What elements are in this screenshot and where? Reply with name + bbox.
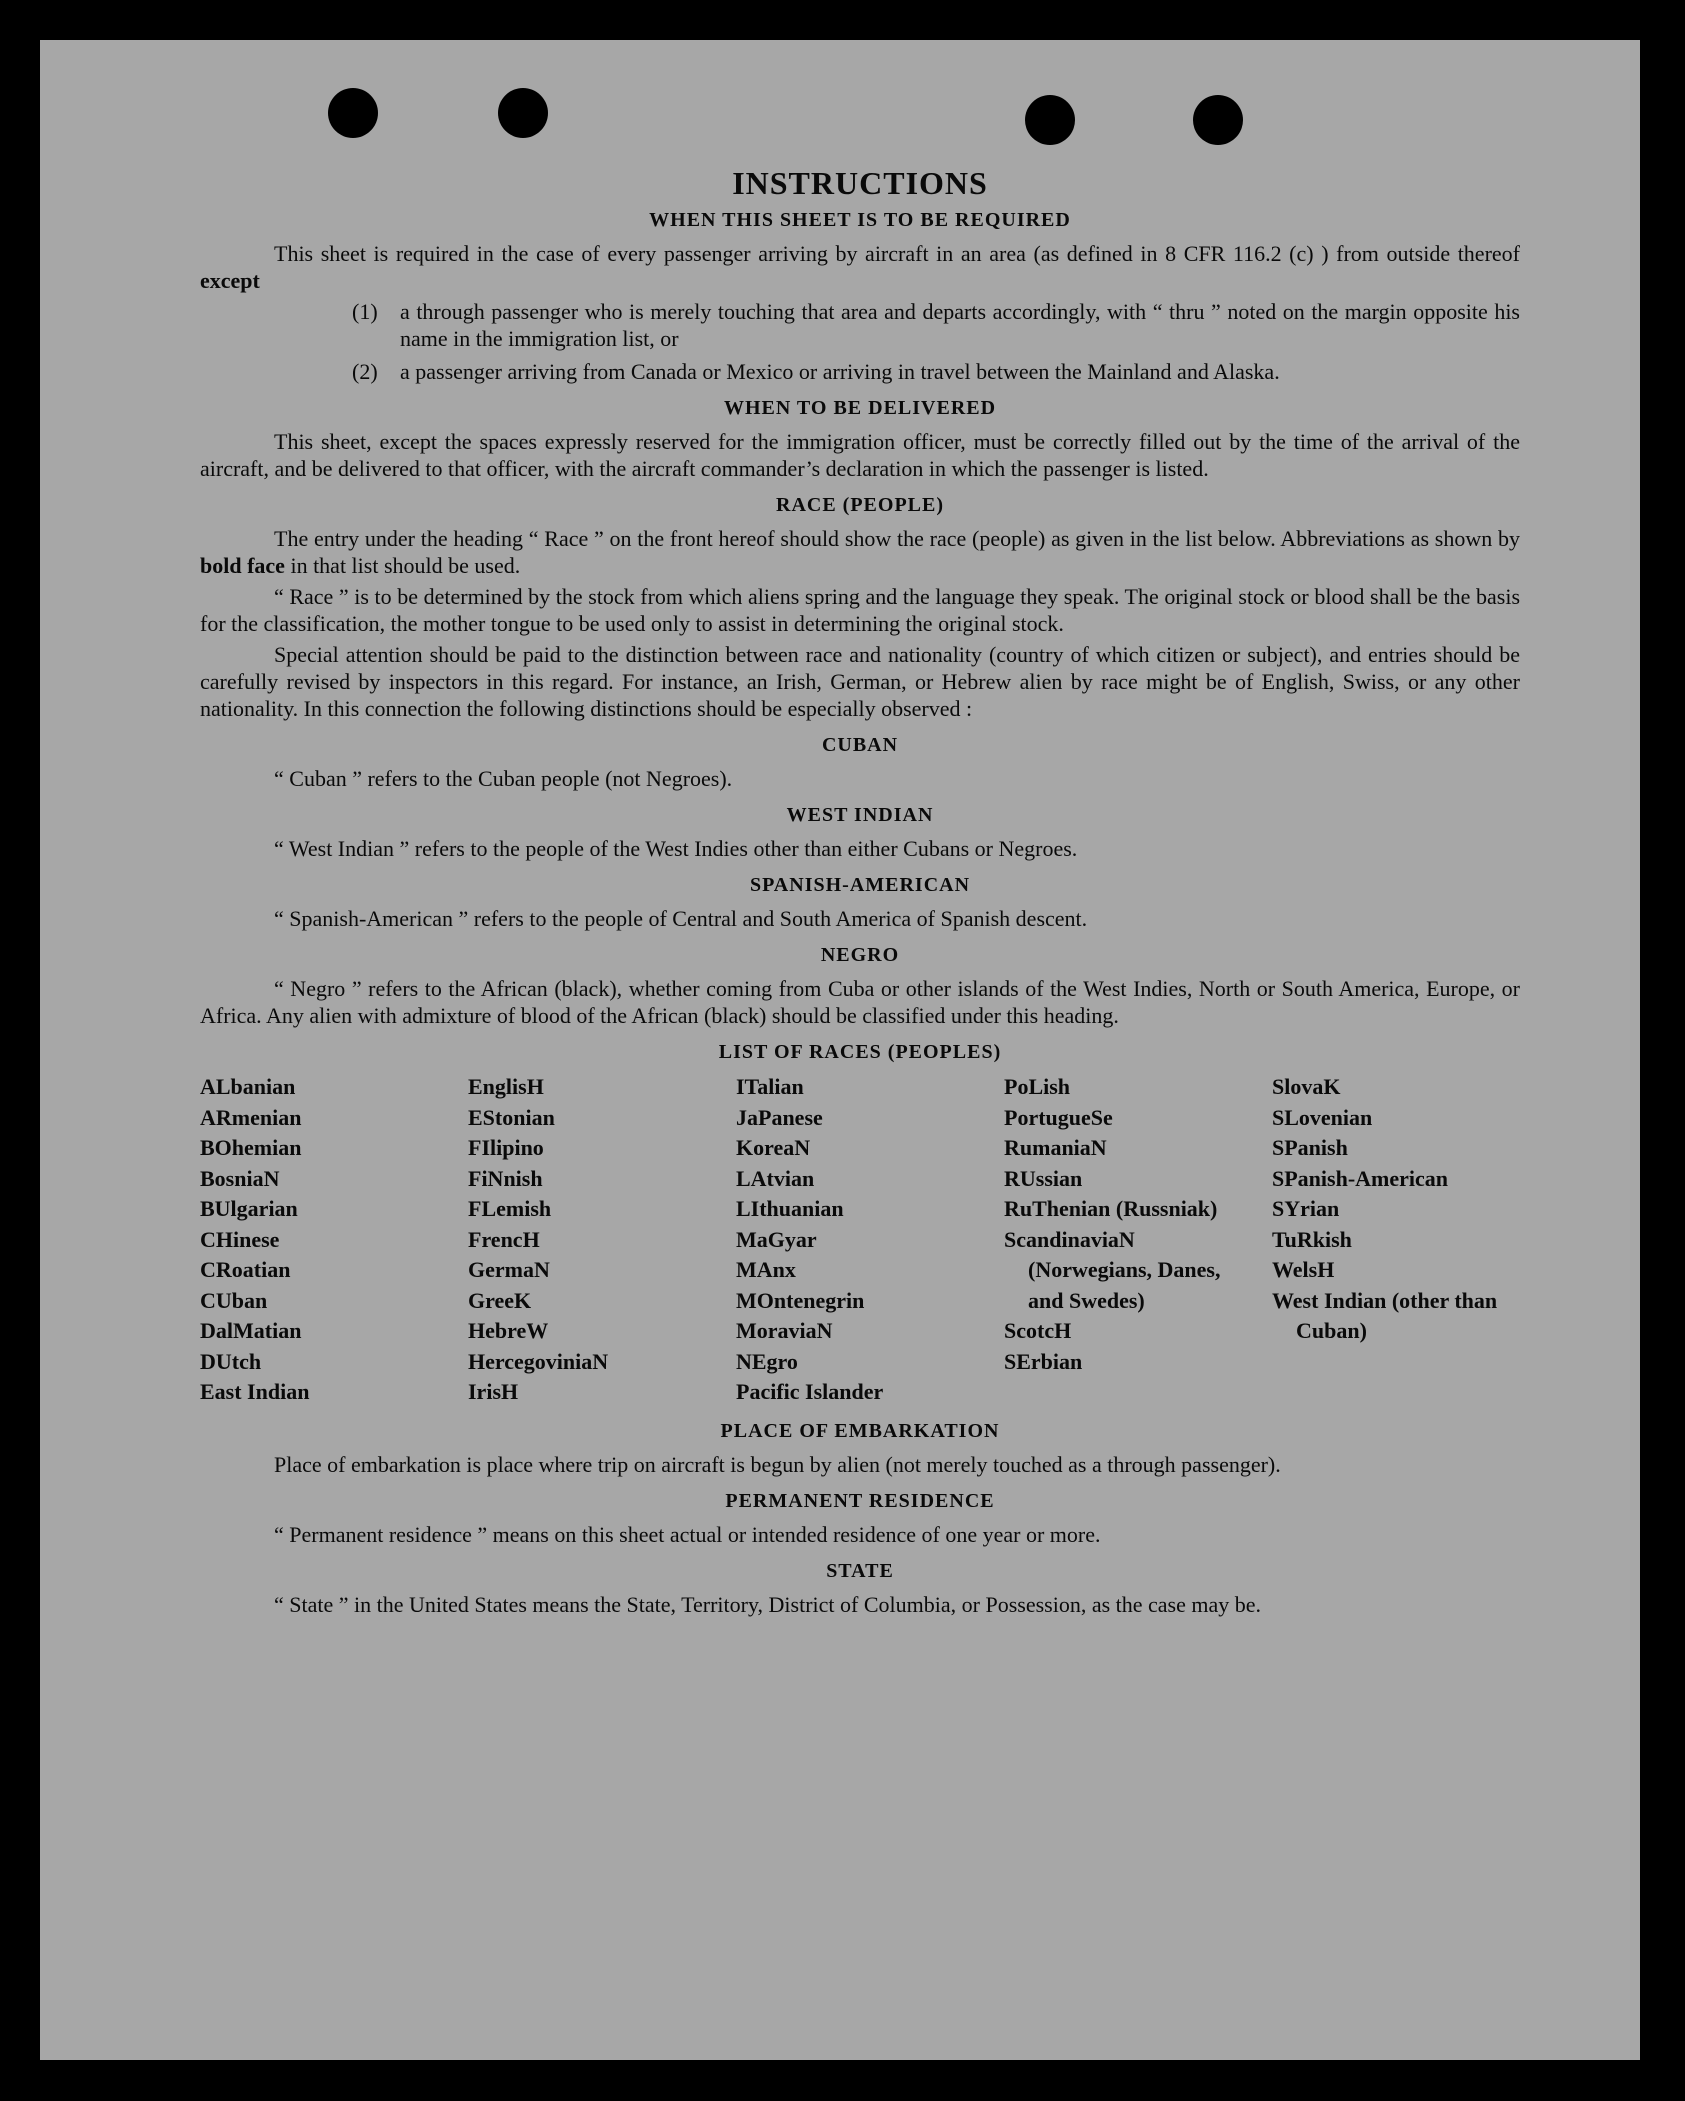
race-entry: FrencH: [468, 1226, 540, 1252]
race-entry: BOhemian: [200, 1135, 302, 1160]
heading-embarkation: PLACE OF EMBARKATION: [720, 1419, 1000, 1442]
race-entry: RuThenian (Russniak): [1004, 1196, 1218, 1221]
heading-when-delivered: WHEN TO BE DELIVERED: [723, 397, 997, 419]
exception-item-1: [200, 298, 1520, 352]
exception-text: a through passenger who is merely touching that area and departs accordingly, with “ thru ” noted on the margin opposite his name in the immigration list, or: [400, 299, 1520, 351]
west-indian-text: “ West Indian ” refers to the people of the West Indies other than either Cubans or Negroes.: [274, 836, 1078, 861]
when-required-intro-text: This sheet is required in the case of every passenger arriving by aircraft in an area (as defined in 8 CFR 116.2 (c) ) from outside thereof: [274, 241, 1520, 266]
race-entry: SYrian: [1272, 1196, 1340, 1221]
race-entry: HercegoviniaN: [468, 1348, 609, 1374]
exception-text: a passenger arriving from Canada or Mexico or arriving in travel between the Mainland and Alaska.: [400, 359, 1280, 384]
race-entry: SLovenian: [1272, 1104, 1373, 1130]
race-entry: NEgro: [736, 1348, 798, 1374]
residence-text: “ Permanent residence ” means on this sheet actual or intended residence of one year or more.: [274, 1521, 1101, 1547]
race-entry: BosniaN: [200, 1165, 280, 1191]
punch-hole-3: [1025, 95, 1075, 145]
races-column-3: [736, 1072, 984, 1408]
races-column-5: [1272, 1072, 1520, 1408]
race-entry: DUtch: [200, 1348, 262, 1374]
race-entry: MaGyar: [736, 1226, 817, 1252]
document-sheet: [40, 40, 1640, 2060]
race-entry: LAtvian: [736, 1165, 815, 1191]
exception-number: (2): [352, 359, 378, 384]
race-paragraph-3: Special attention should be paid to the distinction between race and nationality (country of which citizen or subject), and entries should be carefully revised by inspectors in this regard. For instance, an Irish, German, or Hebrew alien by race might be of English, Swiss, or any other nationality. In this connection the following distinctions should be especially observed :: [200, 642, 1520, 721]
race-entry: TuRkish: [1272, 1226, 1352, 1252]
race-entry: GreeK: [468, 1287, 532, 1313]
when-delivered-text: This sheet, except the spaces expressly reserved for the immigration officer, must be correctly filled out by the time of the arrival of the aircraft, and be delivered to that officer, with the aircraft commander’s declaration in which the passenger is listed.: [200, 429, 1520, 481]
cuban-text: “ Cuban ” refers to the Cuban people (not Negroes).: [274, 766, 733, 791]
negro-text: “ Negro ” refers to the African (black), whether coming from Cuba or other islands of the West Indies, North or South America, Europe, or Africa. Any alien with admixture of blood of the African (black) should be classified under this heading.: [200, 976, 1520, 1028]
heading-when-required: WHEN THIS SHEET IS TO BE REQUIRED: [649, 209, 1071, 231]
races-column-4: [1004, 1072, 1252, 1408]
race-entry: FIlipino: [468, 1135, 544, 1160]
race-entry: CHinese: [200, 1226, 280, 1252]
race-entry: ARmenian: [200, 1104, 302, 1130]
heading-spanish-american: SPANISH-AMERICAN: [749, 874, 971, 896]
punch-hole-1: [328, 88, 378, 138]
spanish-american-text: “ Spanish-American ” refers to the people of Central and South America of Spanish descent.: [274, 906, 1088, 931]
race-entry: EStonian: [468, 1104, 555, 1130]
race-entry: SErbian: [1004, 1348, 1083, 1374]
punch-hole-2: [498, 88, 548, 138]
heading-residence: PERMANENT RESIDENCE: [725, 1489, 995, 1512]
race-entry: GermaN: [468, 1257, 550, 1282]
exception-number: (1): [352, 299, 378, 324]
race-entry: RUssian: [1004, 1165, 1083, 1191]
race-entry: SPanish: [1272, 1135, 1348, 1160]
races-column-1: [200, 1072, 448, 1408]
race-entry: BUlgarian: [200, 1196, 298, 1221]
race-entry: MoraviaN: [736, 1318, 833, 1343]
race-entry: MOntenegrin: [736, 1287, 865, 1313]
state-text: “ State ” in the United States means the State, Territory, District of Columbia, or Possession, as the case may be.: [274, 1591, 1262, 1617]
race-entry: IrisH: [468, 1379, 519, 1404]
race-entry: MAnx: [736, 1257, 796, 1282]
heading-list-of-races: LIST OF RACES (PEOPLES): [718, 1041, 1002, 1063]
race-entry: ScotcH: [1004, 1318, 1072, 1343]
race-entry: WelsH: [1272, 1257, 1335, 1282]
heading-west-indian: WEST INDIAN: [786, 804, 934, 826]
race-entry: CUban: [200, 1287, 268, 1313]
heading-state: STATE: [826, 1559, 894, 1582]
race-entry: PortugueSe: [1004, 1104, 1113, 1130]
race-entry: CRoatian: [200, 1257, 291, 1282]
race-p1-end: in that list should be used.: [290, 553, 521, 578]
race-p1-start: The entry under the heading “ Race ” on the front hereof should show the race (people) as given in the list below. Abbreviations as shown by: [274, 526, 1520, 551]
race-entry: East Indian: [200, 1379, 310, 1404]
race-paragraph-1: [200, 525, 1520, 579]
heading-race: RACE (PEOPLE): [776, 494, 944, 516]
heading-cuban: CUBAN: [821, 734, 899, 756]
heading-negro: NEGRO: [820, 944, 900, 966]
instructions-content: [200, 165, 1520, 1622]
when-required-except: except: [200, 268, 260, 293]
exception-item-2: [200, 358, 1520, 385]
page-title: INSTRUCTIONS: [732, 165, 988, 201]
race-entry: HebreW: [468, 1318, 549, 1343]
race-paragraph-2: “ Race ” is to be determined by the stock from which aliens spring and the language they speak. The original stock or blood shall be the basis for the classification, the mother tongue to be used only to assist in determining the original stock.: [200, 584, 1520, 636]
race-entry: LIthuanian: [736, 1196, 844, 1221]
race-entry: DalMatian: [200, 1318, 302, 1343]
race-entry: EnglisH: [468, 1074, 544, 1099]
race-entry: ITalian: [736, 1074, 804, 1099]
race-entry: FiNnish: [468, 1165, 543, 1191]
races-list: [200, 1072, 1520, 1408]
race-entry: SlovaK: [1272, 1074, 1341, 1099]
races-column-2: [468, 1072, 716, 1408]
race-entry: SPanish-American: [1272, 1165, 1448, 1191]
race-entry: Pacific Islander: [736, 1379, 884, 1404]
race-entry: ScandinaviaN (Norwegians, Danes, and Swedes): [1004, 1226, 1221, 1313]
race-entry: West Indian (other than Cuban): [1272, 1287, 1498, 1343]
race-entry: FLemish: [468, 1196, 552, 1221]
when-required-intro: [200, 240, 1520, 294]
race-entry: RumaniaN: [1004, 1135, 1107, 1160]
embarkation-text: Place of embarkation is place where trip on aircraft is begun by alien (not merely touched as a through passenger).: [274, 1451, 1281, 1477]
race-entry: PoLish: [1004, 1074, 1071, 1099]
race-entry: ALbanian: [200, 1074, 296, 1099]
race-entry: JaPanese: [736, 1104, 823, 1130]
race-p1-bold: bold face: [200, 553, 285, 578]
race-entry: KoreaN: [736, 1135, 811, 1160]
punch-hole-4: [1193, 95, 1243, 145]
